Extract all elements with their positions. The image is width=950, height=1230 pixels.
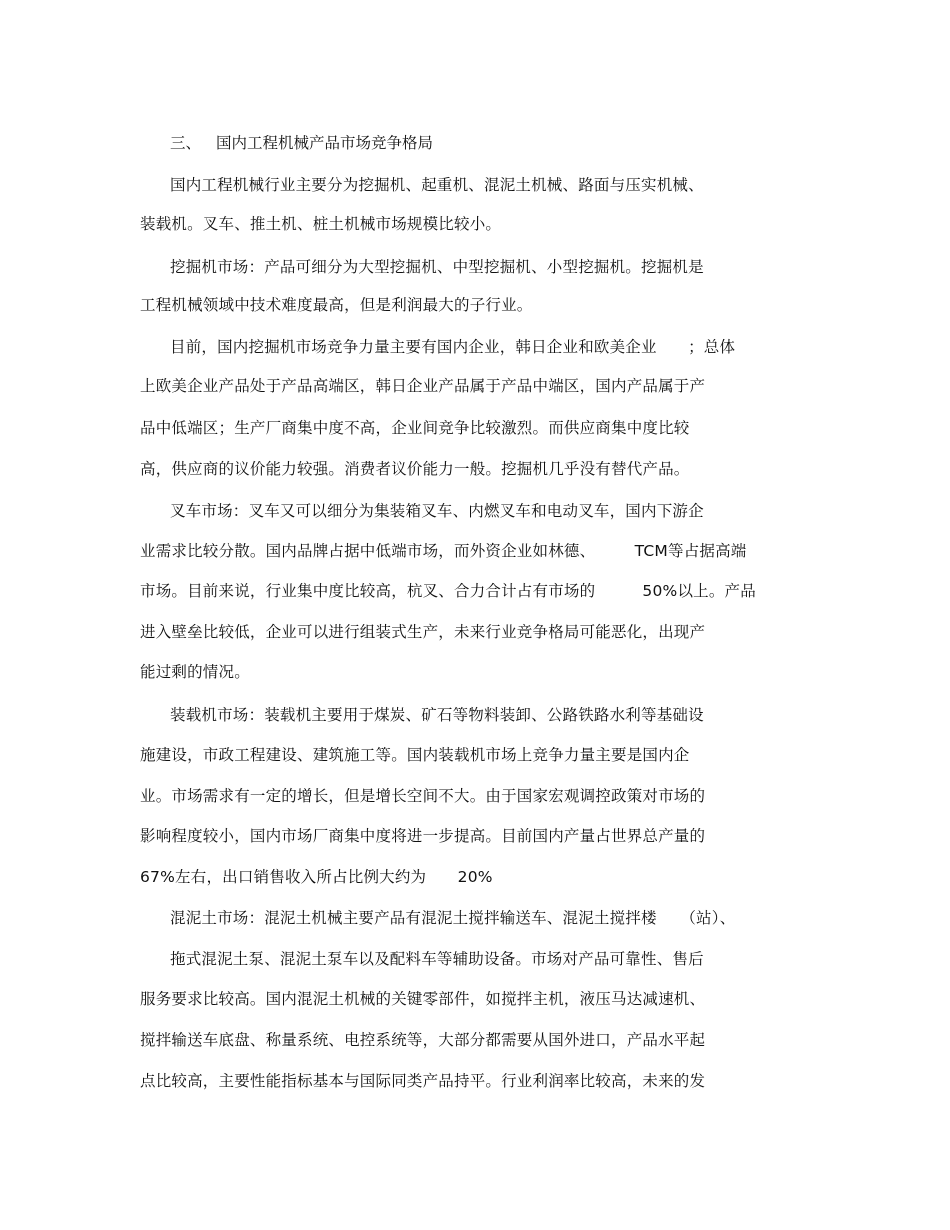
section-number: 三、 xyxy=(170,134,202,152)
paragraph-line: 目前，国内挖掘机市场竞争力量主要有国内企业，韩日企业和欧美企业 ；总体 xyxy=(170,338,736,356)
paragraph-line: 装载机市场：装载机主要用于煤炭、矿石等物料装卸、公路铁路水利等基础设 xyxy=(170,706,704,724)
paragraph-line: 市场。目前来说，行业集中度比较高，杭叉、合力合计占有市场的 50%以上。产品 xyxy=(140,582,756,600)
paragraph-line: 高，供应商的议价能力较强。消费者议价能力一般。挖掘机几乎没有替代产品。 xyxy=(140,460,690,478)
section-title: 国内工程机械产品市场竞争格局 xyxy=(216,134,434,152)
paragraph-line: 挖掘机市场：产品可细分为大型挖掘机、中型挖掘机、小型挖掘机。挖掘机是 xyxy=(170,258,704,276)
paragraph-line: 影响程度较小，国内市场厂商集中度将进一步提高。目前国内产量占世界总产量的 xyxy=(140,827,706,845)
paragraph-line: 国内工程机械行业主要分为挖掘机、起重机、混泥土机械、路面与压实机械、 xyxy=(170,176,704,194)
paragraph-line: 业需求比较分散。国内品牌占据中低端市场，而外资企业如林德、 TCM等占据高端 xyxy=(140,542,747,560)
paragraph-line: 混泥土市场：混泥土机械主要产品有混泥土搅拌输送车、混泥土搅拌楼 （站）、 xyxy=(170,909,736,927)
paragraph-line: 施建设，市政工程建设、建筑施工等。国内装载机市场上竞争力量主要是国内企 xyxy=(140,746,690,764)
paragraph-line: 装载机。叉车、推土机、桩土机械市场规模比较小。 xyxy=(140,215,502,233)
paragraph-line: 拖式混泥土泵、混泥土泵车以及配料车等辅助设备。市场对产品可靠性、售后 xyxy=(170,950,704,968)
paragraph-line: 点比较高，主要性能指标基本与国际同类产品持平。行业利润率比较高，未来的发 xyxy=(140,1072,706,1090)
paragraph-line: 上欧美企业产品处于产品高端区，韩日企业产品属于产品中端区，国内产品属于产 xyxy=(140,377,706,395)
paragraph-line: 业。市场需求有一定的增长，但是增长空间不大。由于国家宏观调控政策对市场的 xyxy=(140,787,706,805)
paragraph-line: 搅拌输送车底盘、称量系统、电控系统等，大部分都需要从国外进口，产品水平起 xyxy=(140,1031,706,1049)
paragraph-line: 进入壁垒比较低，企业可以进行组装式生产，未来行业竞争格局可能恶化，出现产 xyxy=(140,623,706,641)
paragraph-line: 能过剩的情况。 xyxy=(140,663,250,681)
paragraph-line: 品中低端区；生产厂商集中度不高，企业间竞争比较激烈。而供应商集中度比较 xyxy=(140,419,690,437)
paragraph-line: 67%左右，出口销售收入所占比例大约为 20% xyxy=(140,868,493,886)
paragraph-line: 服务要求比较高。国内混泥土机械的关键零部件，如搅拌主机，液压马达减速机、 xyxy=(140,990,706,1008)
paragraph-line: 叉车市场：叉车又可以细分为集装箱叉车、内燃叉车和电动叉车，国内下游企 xyxy=(170,502,704,520)
paragraph-line: 工程机械领域中技术难度最高，但是利润最大的子行业。 xyxy=(140,296,533,314)
